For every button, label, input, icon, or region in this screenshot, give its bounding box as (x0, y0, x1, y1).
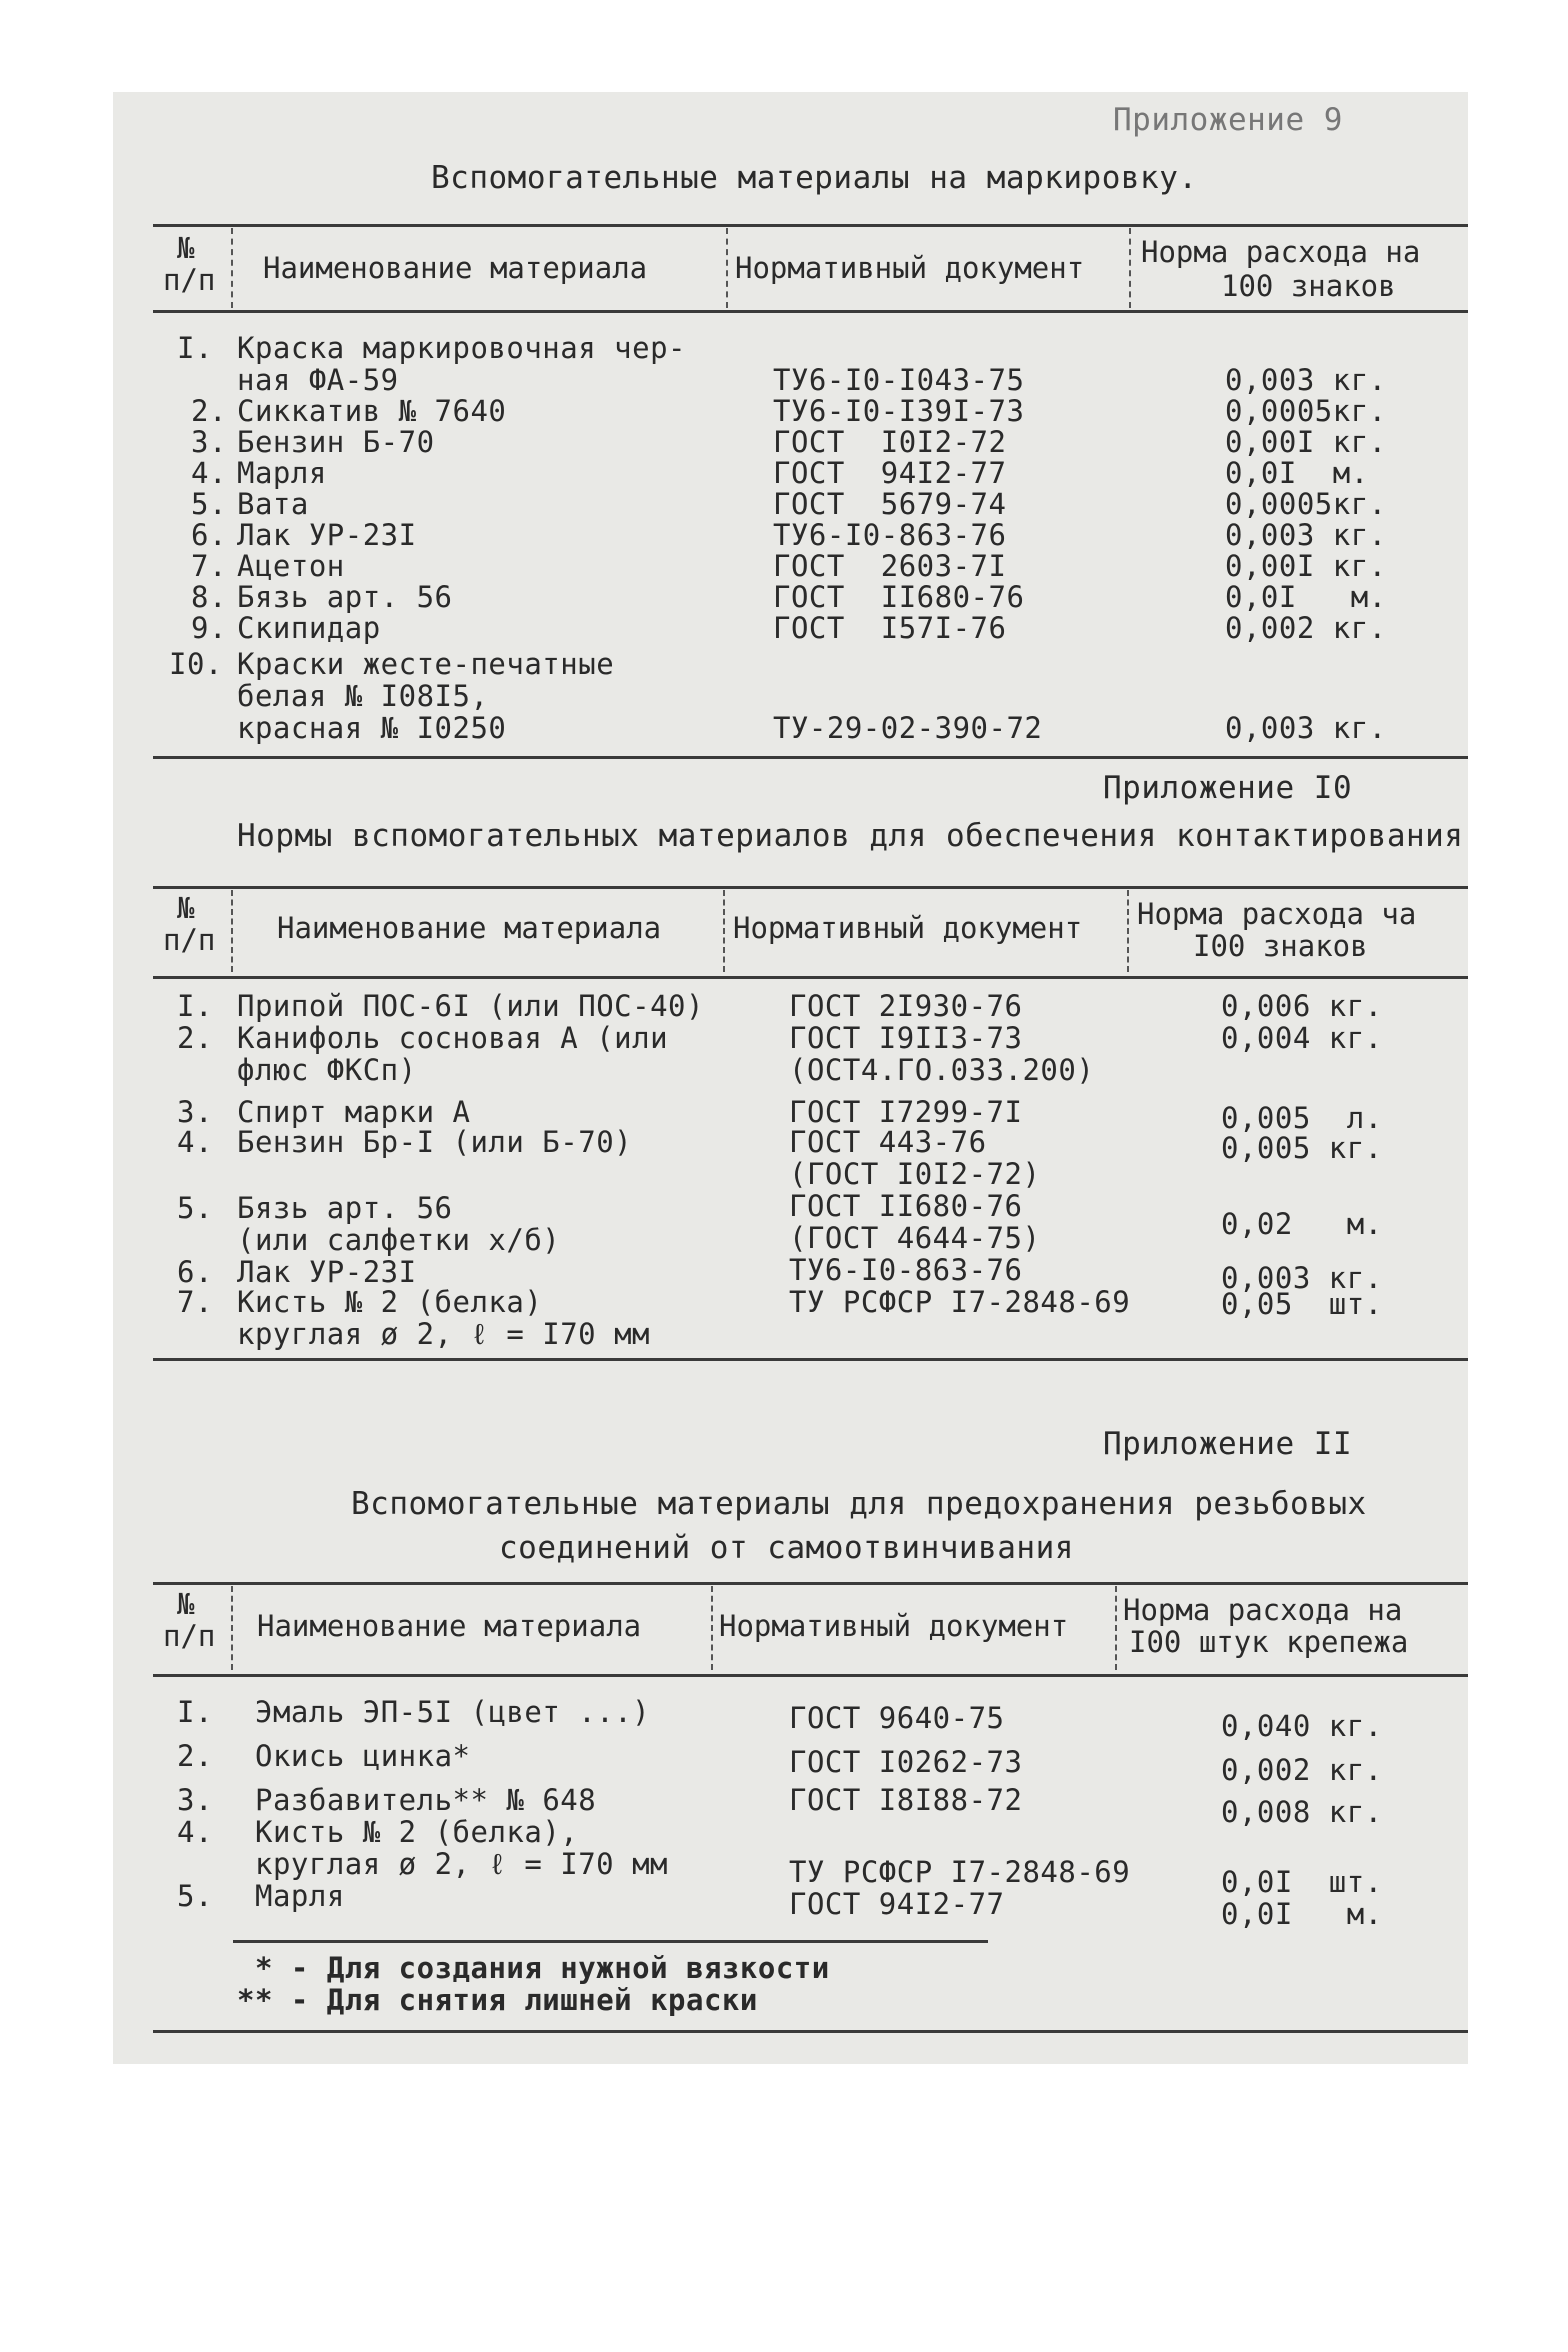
row-doc: ТУ-29-02-390-72 (773, 711, 1043, 745)
header-doc: Нормативный документ (733, 911, 1083, 945)
row-num: I. (177, 989, 213, 1023)
row-name: Лак УР-23I (237, 1255, 417, 1289)
row-doc: ГОСТ I0I2-72 (773, 425, 1007, 459)
row-name: Скипидар (237, 611, 381, 645)
document-page (113, 92, 1468, 2064)
row-norm: 0,0I м. (1225, 456, 1369, 490)
row-doc: (ОСТ4.ГО.033.200) (789, 1053, 1095, 1087)
row-doc: ГОСТ 94I2-77 (773, 456, 1007, 490)
table-rule (153, 1582, 1468, 1585)
row-norm: 0,040 кг. (1221, 1709, 1383, 1743)
row-num: 4. (191, 456, 227, 490)
header-doc: Нормативный документ (735, 251, 1085, 285)
column-divider (231, 228, 233, 308)
row-name: (или салфетки х/б) (237, 1223, 561, 1257)
column-divider (711, 1586, 713, 1670)
row-doc: ТУ6-I0-I043-75 (773, 363, 1025, 397)
row-doc: ГОСТ 2I930-76 (789, 989, 1023, 1023)
row-num: I. (177, 331, 213, 365)
table-rule (153, 1358, 1468, 1361)
header-num: № (177, 1587, 195, 1621)
row-norm: 0,004 кг. (1221, 1021, 1383, 1055)
row-name: Припой ПОС-6I (или ПОС-40) (237, 989, 704, 1023)
row-doc: ГОСТ 9640-75 (789, 1701, 1005, 1735)
row-doc: ГОСТ I8I88-72 (789, 1783, 1023, 1817)
row-name: Бязь арт. 56 (237, 580, 453, 614)
footnote: ** - Для снятия лишней краски (237, 1983, 758, 2017)
row-num: 2. (177, 1739, 213, 1773)
column-divider (231, 1586, 233, 1670)
row-num: 5. (191, 487, 227, 521)
row-norm: 0,00I кг. (1225, 549, 1387, 583)
column-divider (723, 890, 725, 972)
row-num: 6. (177, 1255, 213, 1289)
row-doc: ГОСТ I7299-7I (789, 1095, 1023, 1129)
row-norm: 0,0005кг. (1225, 487, 1387, 521)
appendix-9-title: Вспомогательные материалы на маркировку. (431, 160, 1198, 196)
row-num: 7. (177, 1285, 213, 1319)
header-num: № (177, 891, 195, 925)
appendix-11-title: соединений от самоотвинчивания (499, 1530, 1074, 1566)
row-name: Краска маркировочная чер- (237, 331, 686, 365)
row-doc: (ГОСТ 4644-75) (789, 1221, 1041, 1255)
footnote: * - Для создания нужной вязкости (255, 1951, 830, 1985)
header-num: № (177, 231, 195, 265)
row-norm: 0,05 шт. (1221, 1287, 1383, 1321)
header-num: п/п (163, 1619, 216, 1653)
row-norm: 0,003 кг. (1225, 518, 1387, 552)
header-norm: I00 знаков (1193, 929, 1368, 963)
row-name: Марля (255, 1879, 345, 1913)
row-num: 3. (177, 1095, 213, 1129)
row-doc: ГОСТ 5679-74 (773, 487, 1007, 521)
row-name: Ацетон (237, 549, 345, 583)
row-num: 3. (177, 1783, 213, 1817)
row-doc: ГОСТ 2603-7I (773, 549, 1007, 583)
row-num: 4. (177, 1125, 213, 1159)
row-name: Разбавитель** № 648 (255, 1783, 597, 1817)
column-divider (1127, 890, 1129, 972)
header-num: п/п (163, 263, 216, 297)
row-num: 5. (177, 1879, 213, 1913)
row-norm: 0,0I м. (1221, 1897, 1383, 1931)
table-rule (153, 224, 1468, 227)
table-rule (153, 1674, 1468, 1677)
row-doc: ГОСТ I57I-76 (773, 611, 1007, 645)
row-norm: 0,003 кг. (1225, 363, 1387, 397)
row-norm: 0,02 м. (1221, 1207, 1383, 1241)
row-name: Краски жесте-печатные (237, 647, 615, 681)
header-name: Наименование материала (277, 911, 662, 945)
row-name: Марля (237, 456, 327, 490)
table-rule (153, 886, 1468, 889)
row-name: круглая ø 2, ℓ = I70 мм (255, 1847, 669, 1881)
row-name: круглая ø 2, ℓ = I70 мм (237, 1317, 651, 1351)
row-name: Бензин Б-70 (237, 425, 435, 459)
appendix-9-label: Приложение 9 (1113, 102, 1343, 138)
row-name: ная ФА-59 (237, 363, 399, 397)
row-name: Сиккатив № 7640 (237, 394, 507, 428)
row-norm: 0,003 кг. (1225, 711, 1387, 745)
appendix-11-label: Приложение II (1103, 1426, 1353, 1462)
table-rule (153, 756, 1468, 759)
row-norm: 0,00I кг. (1225, 425, 1387, 459)
row-name: Бязь арт. 56 (237, 1191, 453, 1225)
row-doc: ТУ6-I0-I39I-73 (773, 394, 1025, 428)
row-doc: ГОСТ II680-76 (789, 1189, 1023, 1223)
row-num: 5. (177, 1191, 213, 1225)
appendix-11-title: Вспомогательные материалы для предохранения резьбовых (351, 1486, 1367, 1522)
row-norm: 0,005 кг. (1221, 1131, 1383, 1165)
header-name: Наименование материала (257, 1609, 642, 1643)
row-norm: 0,0005кг. (1225, 394, 1387, 428)
row-doc: ГОСТ I0262-73 (789, 1745, 1023, 1779)
row-doc: ГОСТ 94I2-77 (789, 1887, 1005, 1921)
row-doc: ГОСТ II680-76 (773, 580, 1025, 614)
row-name: Эмаль ЭП-5I (цвет ...) (255, 1695, 651, 1729)
appendix-10-label: Приложение I0 (1103, 770, 1353, 806)
header-doc: Нормативный документ (719, 1609, 1069, 1643)
row-name: Вата (237, 487, 309, 521)
row-norm: 0,008 кг. (1221, 1795, 1383, 1829)
row-name: Окись цинка* (255, 1739, 471, 1773)
header-norm: Норма расхода на (1123, 1593, 1403, 1627)
column-divider (726, 228, 728, 308)
row-doc: ТУ6-I0-863-76 (773, 518, 1007, 552)
row-num: 9. (191, 611, 227, 645)
row-name: флюс ФКСп) (237, 1053, 417, 1087)
table-rule (153, 2030, 1468, 2033)
row-doc: ГОСТ I9II3-73 (789, 1021, 1023, 1055)
table-rule (153, 976, 1468, 979)
row-num: I0. (169, 647, 223, 681)
row-name: красная № I0250 (237, 711, 507, 745)
row-num: 4. (177, 1815, 213, 1849)
row-name: Канифоль сосновая А (или (237, 1021, 669, 1055)
header-norm: Норма расхода на (1141, 235, 1421, 269)
row-norm: 0,003 кг. (1221, 1261, 1383, 1295)
header-name: Наименование материала (263, 251, 648, 285)
row-norm: 0,002 кг. (1221, 1753, 1383, 1787)
header-norm: 100 знаков (1221, 269, 1396, 303)
row-norm: 0,005 л. (1221, 1101, 1383, 1135)
column-divider (1115, 1586, 1117, 1670)
row-norm: 0,006 кг. (1221, 989, 1383, 1023)
row-name: Кисть № 2 (белка) (237, 1285, 543, 1319)
row-num: 6. (191, 518, 227, 552)
table-rule (233, 1940, 988, 1943)
column-divider (231, 890, 233, 972)
row-doc: (ГОСТ I0I2-72) (789, 1157, 1041, 1191)
row-num: 2. (177, 1021, 213, 1055)
header-num: п/п (163, 923, 216, 957)
row-name: Кисть № 2 (белка), (255, 1815, 579, 1849)
row-name: Лак УР-23I (237, 518, 417, 552)
row-norm: 0,002 кг. (1225, 611, 1387, 645)
row-doc: ГОСТ 443-76 (789, 1125, 987, 1159)
row-doc: ТУ РСФСР I7-2848-69 (789, 1855, 1131, 1889)
row-norm: 0,0I шт. (1221, 1865, 1383, 1899)
row-doc: ТУ РСФСР I7-2848-69 (789, 1285, 1131, 1319)
table-rule (153, 310, 1468, 313)
row-doc: ТУ6-I0-863-76 (789, 1253, 1023, 1287)
row-name: Спирт марки А (237, 1095, 471, 1129)
row-num: 3. (191, 425, 227, 459)
row-num: 2. (191, 394, 227, 428)
row-name: белая № I08I5, (237, 679, 489, 713)
appendix-10-title: Нормы вспомогательных материалов для обеспечения контактирования (237, 818, 1464, 854)
header-norm: Норма расхода ча (1137, 897, 1417, 931)
row-num: 7. (191, 549, 227, 583)
row-num: I. (177, 1695, 213, 1729)
row-num: 8. (191, 580, 227, 614)
row-name: Бензин Бр-I (или Б-70) (237, 1125, 633, 1159)
column-divider (1129, 228, 1131, 308)
row-norm: 0,0I м. (1225, 580, 1387, 614)
header-norm: I00 штук крепежа (1129, 1625, 1409, 1659)
